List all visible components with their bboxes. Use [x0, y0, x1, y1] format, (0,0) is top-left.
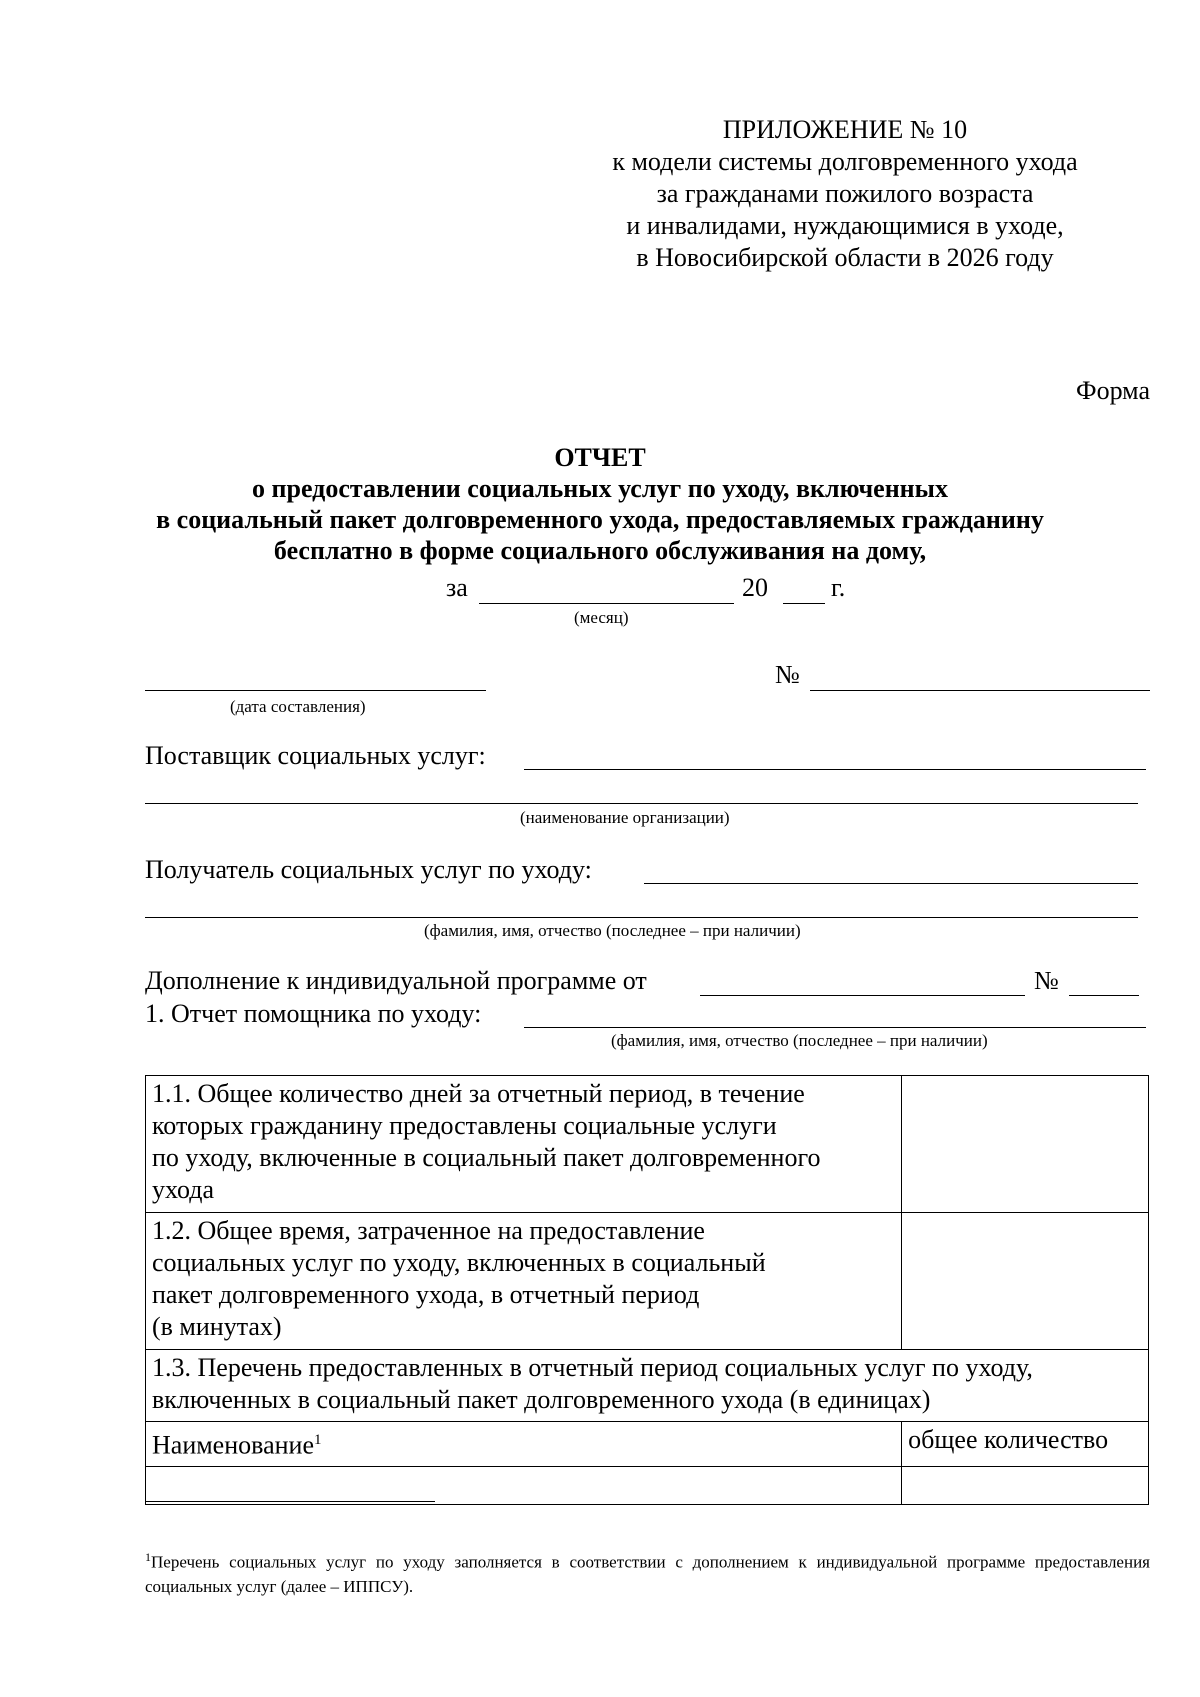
row-1-2-line: 1.2. Общее время, затраченное на предоставление	[152, 1216, 705, 1245]
service-total-cell[interactable]	[902, 1466, 1149, 1504]
date-caption: (дата составления)	[230, 697, 366, 716]
table-row	[146, 1213, 1149, 1350]
report-table	[145, 1075, 1149, 1505]
supplement-label: Дополнение к индивидуальной программе от	[145, 966, 647, 995]
row-1-1-line: 1.1. Общее количество дней за отчетный период, в течение	[152, 1079, 805, 1108]
provider-field[interactable]	[524, 769, 1146, 770]
form-label: Форма	[1076, 376, 1150, 405]
row-1-2-value[interactable]	[902, 1213, 1149, 1350]
footnote-text: Перечень социальных услуг по уходу заполняется в соответствии с дополнением к индивидуальной программе предоставления социальных услуг (далее – ИППСУ).	[145, 1552, 1150, 1596]
appendix-line: к модели системы долговременного ухода	[612, 147, 1078, 176]
table-row	[146, 1466, 1149, 1504]
provider-label: Поставщик социальных услуг:	[145, 741, 486, 770]
report-title-line: бесплатно в форме социального обслуживания на дому,	[273, 536, 927, 565]
row-1-1-line: которых гражданину предоставлены социальные услуги	[152, 1111, 777, 1140]
row-1-2-line: пакет долговременного ухода, в отчетный период	[152, 1280, 700, 1309]
supplement-date-field[interactable]	[700, 995, 1025, 996]
recipient-caption: (фамилия, имя, отчество (последнее – при наличии)	[424, 921, 801, 940]
assistant-field[interactable]	[524, 1027, 1146, 1028]
recipient-label: Получатель социальных услуг по уходу:	[145, 855, 592, 884]
appendix-line: за гражданами пожилого возраста	[656, 179, 1034, 208]
footnote-mark: 1	[145, 1550, 151, 1564]
row-1-2-line: (в минутах)	[152, 1312, 282, 1341]
report-title-line: в социальный пакет долговременного ухода, предоставляемых гражданину	[156, 505, 1044, 534]
period-year-suffix: г.	[831, 573, 846, 602]
assistant-caption: (фамилия, имя, отчество (последнее – при наличии)	[611, 1031, 988, 1050]
assistant-label: 1. Отчет помощника по уходу:	[145, 999, 482, 1028]
row-1-2-label	[146, 1213, 902, 1350]
row-1-1-line: по уходу, включенные в социальный пакет долговременного	[152, 1143, 821, 1172]
row-1-3-label	[146, 1350, 1149, 1422]
appendix-title: ПРИЛОЖЕНИЕ № 10	[722, 115, 968, 144]
report-title-line: о предоставлении социальных услуг по уходу, включенных	[252, 474, 948, 503]
provider-field-line2[interactable]	[145, 803, 1138, 804]
appendix-header	[560, 114, 1130, 274]
table-row	[146, 1076, 1149, 1213]
row-1-1-value[interactable]	[902, 1076, 1149, 1213]
table-row	[146, 1350, 1149, 1422]
period-year-prefix: 20	[742, 573, 768, 602]
row-1-2-line: социальных услуг по уходу, включенных в социальный	[152, 1248, 766, 1277]
appendix-line: и инвалидами, нуждающимися в уходе,	[626, 211, 1064, 240]
date-field[interactable]	[145, 690, 486, 691]
row-1-3-line: включенных в социальный пакет долговременного ухода (в единицах)	[152, 1385, 931, 1414]
appendix-line: в Новосибирской области в 2026 году	[636, 243, 1054, 272]
row-1-1-label	[146, 1076, 902, 1213]
report-title-main: ОТЧЕТ	[554, 443, 646, 472]
col-name-footnote-mark: 1	[313, 1432, 322, 1448]
footnote-separator	[145, 1501, 435, 1502]
provider-caption: (наименование организации)	[520, 808, 730, 827]
year-field[interactable]	[783, 603, 825, 604]
month-field[interactable]	[479, 603, 734, 604]
col-name-header	[146, 1422, 902, 1467]
col-name-text: Наименование	[152, 1430, 314, 1460]
number-sign: №	[775, 660, 800, 689]
recipient-field[interactable]	[644, 883, 1138, 884]
col-total-header: общее количество	[902, 1422, 1149, 1467]
supplement-number-field[interactable]	[1069, 995, 1139, 996]
number-field[interactable]	[810, 690, 1150, 691]
table-row	[146, 1422, 1149, 1467]
month-caption: (месяц)	[574, 608, 629, 627]
period-prefix: за	[446, 573, 468, 602]
report-title	[100, 442, 1100, 566]
row-1-3-line: 1.3. Перечень предоставленных в отчетный период социальных услуг по уходу,	[152, 1353, 1033, 1382]
row-1-1-line: ухода	[152, 1175, 215, 1204]
service-name-cell[interactable]	[146, 1466, 902, 1504]
footnote	[145, 1545, 1150, 1599]
recipient-field-line2[interactable]	[145, 917, 1138, 918]
supplement-number-sign: №	[1034, 966, 1059, 995]
